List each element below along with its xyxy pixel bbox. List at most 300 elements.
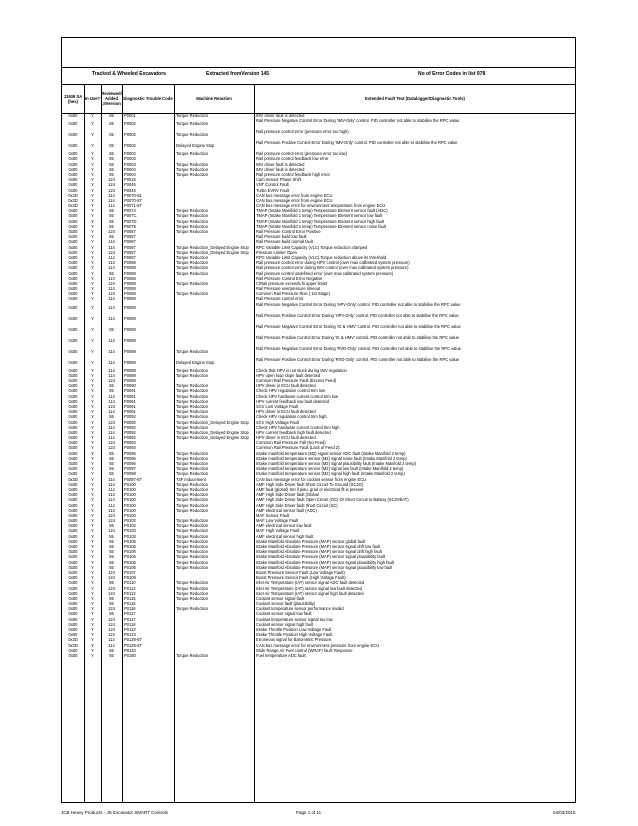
machine-reaction-cell: Torque Reduction bbox=[176, 533, 209, 539]
machine-reaction-cell: Torque Reduction_Delayed Engine Stop bbox=[176, 419, 249, 425]
in-use-cell: Y bbox=[91, 403, 94, 409]
sa-cell: 0x00 bbox=[68, 512, 78, 518]
version-cell: 55 bbox=[109, 471, 114, 477]
sa-cell: 0x00 bbox=[68, 533, 78, 539]
version-cell: 114 bbox=[108, 304, 115, 310]
fault-text-cell: IMV driver fault is detected bbox=[256, 161, 305, 167]
column-header-version: Reviewed/ Added ,IIVersion bbox=[101, 91, 122, 106]
sa-cell: 0x00 bbox=[68, 569, 78, 575]
sa-cell: 0x00 bbox=[68, 388, 78, 394]
fault-text-cell: RPC Variable Limit Capacity (VLC) Torque reduction above its threshold bbox=[256, 254, 387, 260]
sa-cell: 0x00 bbox=[68, 244, 78, 250]
sa-cell: 0x00 bbox=[68, 549, 78, 555]
in-use-cell: Y bbox=[91, 270, 94, 276]
version-cell: 124 bbox=[108, 627, 115, 632]
sa-cell: 0x00 bbox=[68, 378, 78, 383]
dtc-cell: P0002 bbox=[124, 151, 136, 157]
table-title-row bbox=[62, 67, 575, 85]
in-use-cell: Y bbox=[91, 182, 94, 188]
sa-cell: 0x00 bbox=[68, 372, 78, 378]
in-use-cell: Y bbox=[91, 455, 94, 461]
version-cell: 114 bbox=[108, 239, 115, 245]
column-header-machine-reaction: Machine Reaction bbox=[196, 96, 232, 101]
dtc-cell: P0100 bbox=[124, 502, 136, 508]
machine-reaction-cell: Torque Reduction bbox=[176, 383, 209, 389]
version-cell: 114 bbox=[108, 348, 115, 354]
fault-text-cell: Rail Pressure build low fault bbox=[256, 234, 307, 240]
machine-reaction-cell: Torque Reduction bbox=[176, 132, 209, 138]
in-use-cell: Y bbox=[91, 632, 94, 638]
sa-cell: 0x00 bbox=[68, 223, 78, 229]
version-cell: 114 bbox=[108, 275, 115, 281]
dtc-cell: P0113 bbox=[124, 590, 136, 596]
machine-reaction-cell: Torque Reduction bbox=[176, 590, 209, 596]
fault-text-cell: Rail pressure control error (pressure error too low) bbox=[256, 151, 348, 157]
sa-cell: 0x00 bbox=[68, 518, 78, 524]
in-use-cell: Y bbox=[91, 229, 94, 234]
machine-reaction-cell: Torque Reduction bbox=[176, 652, 209, 658]
fault-text-cell: Erroneous signal for Barometric Pressure. bbox=[256, 637, 333, 643]
fault-text-cell: Inlet Air Temperature (IAT) sensor signal high fault detected bbox=[256, 590, 364, 596]
dtc-cell: P007C bbox=[124, 213, 137, 219]
fault-text-cell: TMAP (Intake Manifold 1 temp) Temperature Element sensor noise fault bbox=[256, 223, 386, 229]
dtc-cell: P0122 bbox=[124, 627, 136, 632]
in-use-cell: Y bbox=[91, 492, 94, 498]
dtc-cell: P0100 bbox=[124, 507, 136, 513]
version-cell: 55 bbox=[109, 326, 114, 332]
fault-text-cell: Check HPV regulation control trim high. bbox=[256, 414, 328, 420]
table-row bbox=[62, 324, 575, 335]
sa-cell: 0x00 bbox=[68, 260, 78, 266]
dtc-cell: P0087 bbox=[124, 244, 136, 250]
sa-cell: 0x00 bbox=[68, 647, 78, 653]
machine-reaction-cell: Torque Reduction bbox=[176, 414, 209, 420]
machine-reaction-cell: Torque Reduction bbox=[176, 270, 209, 276]
fault-text-cell: Intake manifold temperature sensor (M2) signal noise fault (Intake Manifold 2 temp) bbox=[256, 455, 407, 461]
sa-cell: 0x00 bbox=[68, 182, 78, 188]
version-cell: 114 bbox=[108, 203, 115, 209]
in-use-cell: Y bbox=[91, 223, 94, 229]
machine-reaction-cell: Torque Reduction bbox=[176, 161, 209, 167]
fault-text-cell: SCV Low Voltage Fault bbox=[256, 403, 299, 409]
version-cell: 114 bbox=[108, 424, 115, 430]
in-use-cell: Y bbox=[91, 554, 94, 560]
in-use-cell: Y bbox=[91, 393, 94, 399]
sa-cell: 0x3D bbox=[68, 197, 78, 203]
in-use-cell: Y bbox=[91, 461, 94, 466]
dtc-cell: P0106 bbox=[124, 549, 136, 555]
machine-reaction-cell: Torque Reduction bbox=[176, 208, 209, 214]
sa-cell: 0x00 bbox=[68, 559, 78, 565]
in-use-cell: Y bbox=[91, 249, 94, 255]
machine-reaction-cell: Torque Reduction bbox=[176, 424, 209, 430]
version-cell: 114 bbox=[108, 197, 115, 203]
sa-cell: 0x00 bbox=[68, 359, 78, 365]
fault-text-cell: Intake manifold temperature sensor (M2) signal plausibility fault (Intake Manifold 2 temp) bbox=[256, 461, 416, 466]
in-use-cell: Y bbox=[91, 275, 94, 281]
version-cell: 124 bbox=[108, 606, 115, 612]
sa-cell: 0x00 bbox=[68, 132, 78, 138]
sa-cell: 0x00 bbox=[68, 606, 78, 612]
version-cell: 124 bbox=[108, 585, 115, 591]
fault-text-cell: CAN bus message error from engine ECU bbox=[256, 192, 333, 198]
in-use-cell: Y bbox=[91, 218, 94, 224]
fault-text-cell: Rail Pressure Negative Control Error During 'IC & HMV' control. PID controller not able to stabilise the RPC value bbox=[256, 323, 461, 329]
in-use-cell: Y bbox=[91, 564, 94, 570]
version-cell: 55 bbox=[109, 580, 114, 586]
version-cell: 114 bbox=[108, 642, 115, 648]
in-use-cell: Y bbox=[91, 523, 94, 529]
dtc-cell: P0093 bbox=[124, 440, 136, 446]
machine-reaction-cell: Torque Reduction bbox=[176, 528, 209, 534]
version-cell: 114 bbox=[108, 337, 115, 343]
dtc-cell: P0002 bbox=[124, 121, 136, 127]
version-cell: 55 bbox=[109, 549, 114, 555]
version-cell: 55 bbox=[109, 383, 114, 389]
dtc-cell: P0106 bbox=[124, 564, 136, 570]
machine-reaction-cell: Torque Reduction bbox=[176, 580, 209, 586]
version-cell: 114 bbox=[108, 486, 115, 492]
version-cell: 124 bbox=[108, 378, 115, 383]
fault-text-cell: AMF High Side Driver fault Short Circuit (SC) bbox=[256, 502, 338, 508]
sa-cell: 0x00 bbox=[68, 575, 78, 581]
sa-cell: 0x00 bbox=[68, 486, 78, 492]
in-use-cell: Y bbox=[91, 291, 94, 297]
in-use-cell: Y bbox=[91, 388, 94, 394]
dtc-cell: P0087 bbox=[124, 249, 136, 255]
in-use-cell: Y bbox=[91, 286, 94, 292]
in-use-cell: Y bbox=[91, 348, 94, 354]
column-header-in-use: In Use? bbox=[84, 96, 101, 101]
dtc-cell: P0112 bbox=[124, 585, 136, 591]
sa-cell: 0x00 bbox=[68, 326, 78, 332]
machine-reaction-cell: Torque Reduction bbox=[176, 260, 209, 266]
in-use-cell: Y bbox=[91, 296, 94, 302]
version-cell: 55 bbox=[109, 414, 114, 420]
version-cell: 55 bbox=[109, 132, 114, 138]
fault-text-cell: Intake manifold temperature sensor (M2) signal low fault (Intake Manifold 2 temp) bbox=[256, 466, 404, 472]
fault-text-cell: Rail pressure control feedback high error bbox=[256, 171, 330, 177]
dtc-cell: P0107 bbox=[124, 569, 136, 575]
version-cell: 55 bbox=[109, 554, 114, 560]
fault-text-cell: Common Rail Pressure Fault (Excess Feed) bbox=[256, 378, 337, 383]
dtc-cell: P0089 bbox=[124, 337, 136, 343]
version-cell: 55 bbox=[109, 234, 114, 240]
dtc-cell: P0088 bbox=[124, 286, 136, 292]
version-cell: 114 bbox=[108, 398, 115, 404]
table-row bbox=[62, 302, 575, 313]
version-cell: 124 bbox=[108, 528, 115, 534]
machine-reaction-cell: Torque Reduction bbox=[176, 367, 209, 373]
dtc-cell: P0105 bbox=[124, 538, 136, 544]
in-use-cell: Y bbox=[91, 234, 94, 240]
in-use-cell: Y bbox=[91, 378, 94, 383]
machine-reaction-cell: Torque Reduction_Delayed Engine Stop bbox=[176, 249, 249, 255]
machine-reaction-cell: Torque Reduction bbox=[176, 523, 209, 529]
sa-cell: 0x00 bbox=[68, 270, 78, 276]
dtc-cell: P0098 bbox=[124, 471, 136, 477]
sa-cell: 0x00 bbox=[68, 523, 78, 529]
machine-reaction-cell: Torque Reduction bbox=[176, 466, 209, 472]
column-header-row bbox=[62, 84, 575, 114]
fault-text-cell: Check HPV hardware current control trim low bbox=[256, 393, 338, 399]
dtc-cell: P0103 bbox=[124, 528, 136, 534]
dtc-cell: P0095 bbox=[124, 450, 136, 456]
sa-cell: 0x00 bbox=[68, 528, 78, 534]
dtc-cell: P0091 bbox=[124, 398, 136, 404]
in-use-cell: Y bbox=[91, 244, 94, 250]
fault-text-cell: Intake Manifold Absolute Pressure (MAP) sensor signal drift high fault bbox=[256, 549, 382, 555]
version-cell: 114 bbox=[108, 502, 115, 508]
fault-text-cell: Rail Pressure build normal fault bbox=[256, 239, 313, 245]
fault-text-cell: Rail pressure control error during HPV control (over max calibrated system pressure) bbox=[256, 260, 410, 266]
fault-text-cell: Turbo EVRV Fault bbox=[256, 187, 289, 193]
sa-cell: 0x00 bbox=[68, 440, 78, 446]
in-use-cell: Y bbox=[91, 260, 94, 266]
version-cell: 124 bbox=[108, 403, 115, 409]
dtc-cell: P007A bbox=[124, 208, 137, 214]
sa-cell: 0x00 bbox=[68, 414, 78, 420]
fault-text-cell: Rail Pressure Negative Control Error During 'HPV-Only' control. PID controller not able to stabilise the RPC value bbox=[256, 301, 461, 307]
fault-text-cell: Rail pressure control error during IMV control (over max calibrated system pressure) bbox=[256, 265, 409, 271]
in-use-cell: Y bbox=[91, 580, 94, 586]
sa-cell: 0x00 bbox=[68, 213, 78, 219]
machine-reaction-cell: Torque Reduction bbox=[176, 461, 209, 466]
machine-reaction-cell: Torque Reduction bbox=[176, 455, 209, 461]
fault-text-cell: Rail pressure control error (pressure error too high). bbox=[256, 129, 350, 135]
machine-reaction-cell: Torque Reduction bbox=[176, 450, 209, 456]
version-cell: 55 bbox=[109, 161, 114, 167]
fault-text-cell: Rail Pressure Control Error Positive bbox=[256, 229, 321, 234]
in-use-cell: Y bbox=[91, 367, 94, 373]
version-cell: 114 bbox=[108, 637, 115, 643]
in-use-cell: Y bbox=[91, 595, 94, 601]
version-cell: 55 bbox=[109, 647, 114, 653]
machine-reaction-cell: Torque Reduction bbox=[176, 595, 209, 601]
version-cell: 55 bbox=[109, 223, 114, 229]
fault-text-cell: Inlet Air Temperature (IAT) sensor signal low fault detected bbox=[256, 585, 362, 591]
version-cell: 55 bbox=[109, 595, 114, 601]
machine-reaction-cell: Torque Reduction bbox=[176, 218, 209, 224]
machine-reaction-cell: Torque Reduction bbox=[176, 348, 209, 354]
version-cell: 55 bbox=[109, 121, 114, 127]
fault-text-cell: HPV driver in ECU fault detected bbox=[256, 409, 316, 415]
fault-text-cell: Coolant temperature sensor signal too low bbox=[256, 616, 333, 622]
version-cell: 124 bbox=[108, 518, 115, 524]
version-cell: 55 bbox=[109, 166, 114, 172]
sa-cell: 0x00 bbox=[68, 627, 78, 632]
version-cell: 114 bbox=[108, 492, 115, 498]
fault-text-cell: Intake Manifold Absolute Pressure (MAP) sensor global fault bbox=[256, 538, 366, 544]
table-row bbox=[62, 129, 575, 140]
version-cell: 55 bbox=[109, 466, 114, 472]
dtc-cell: P0003 bbox=[124, 156, 136, 162]
sa-cell: 0x00 bbox=[68, 403, 78, 409]
sa-cell: 0x00 bbox=[68, 304, 78, 310]
version-cell: 114 bbox=[108, 476, 115, 482]
machine-reaction-cell: Torque Reduction bbox=[176, 559, 209, 565]
sa-cell: 0x00 bbox=[68, 466, 78, 472]
fault-text-cell: Common Rail Pressure Fall (No Feed) bbox=[256, 440, 326, 446]
fault-text-cell: MAF Low Voltage Fault bbox=[256, 518, 299, 524]
dtc-cell: P0100 bbox=[124, 497, 136, 503]
in-use-cell: Y bbox=[91, 203, 94, 209]
column-header-sa: J1939 SA (hex) bbox=[63, 93, 83, 104]
in-use-cell: Y bbox=[91, 549, 94, 555]
sa-cell: 0x00 bbox=[68, 544, 78, 549]
fault-text-cell: RPC Variable Limit Capacity (VLC) Torque reduction clamped bbox=[256, 244, 368, 250]
fault-text-cell: IMV driver fault is detected bbox=[256, 113, 305, 118]
dtc-cell: P0088 bbox=[124, 270, 136, 276]
in-use-cell: Y bbox=[91, 409, 94, 415]
fault-text-cell: Rail pressure control feedback low error bbox=[256, 156, 329, 162]
fault-text-cell: CAN bus message error for coolant sensor from engine ECU bbox=[256, 476, 367, 482]
in-use-cell: Y bbox=[91, 435, 94, 441]
sa-cell: 0x00 bbox=[68, 601, 78, 607]
in-use-cell: Y bbox=[91, 611, 94, 617]
sa-cell: 0x00 bbox=[68, 249, 78, 255]
fault-text-cell: TMAP (Intake Manifold 1 temp) Temperature Element sensor low fault bbox=[256, 213, 383, 219]
sa-cell: 0x00 bbox=[68, 113, 78, 118]
machine-reaction-cell: Torque Reduction_Delayed Engine Stop bbox=[176, 429, 249, 435]
version-cell: 55 bbox=[109, 455, 114, 461]
machine-reaction-cell: Torque Reduction bbox=[176, 223, 209, 229]
sa-cell: 0x3D bbox=[68, 192, 78, 198]
in-use-cell: Y bbox=[91, 450, 94, 456]
dtc-cell: P0001 bbox=[124, 113, 136, 118]
fault-text-cell: Coolant sensor signal fault bbox=[256, 595, 305, 601]
dtc-cell: P0091 bbox=[124, 403, 136, 409]
machine-reaction-cell: Torque Reduction bbox=[176, 409, 209, 415]
version-cell: 114 bbox=[108, 435, 115, 441]
in-use-cell: Y bbox=[91, 507, 94, 513]
sa-cell: 0x00 bbox=[68, 398, 78, 404]
table-row bbox=[62, 140, 575, 151]
machine-reaction-cell: Torque Reduction bbox=[176, 280, 209, 286]
in-use-cell: Y bbox=[91, 481, 94, 487]
in-use-cell: Y bbox=[91, 213, 94, 219]
machine-reaction-cell: Torque Reduction bbox=[176, 549, 209, 555]
fault-text-cell: Intake Throttle Position High Voltage Fault bbox=[256, 632, 333, 638]
sa-cell: 0x00 bbox=[68, 611, 78, 617]
sa-cell: 0x00 bbox=[68, 580, 78, 586]
version-cell: 124 bbox=[108, 569, 115, 575]
dtc-cell: P0129-87 bbox=[124, 642, 142, 648]
sa-cell: 0x00 bbox=[68, 315, 78, 321]
machine-reaction-cell: Torque Reduction bbox=[176, 518, 209, 524]
version-cell: 55 bbox=[109, 213, 114, 219]
dtc-cell: P007E bbox=[124, 223, 137, 229]
sa-cell: 0x00 bbox=[68, 121, 78, 127]
in-use-cell: Y bbox=[91, 559, 94, 565]
version-cell: 55 bbox=[109, 538, 114, 544]
machine-reaction-cell: Torque Reduction bbox=[176, 372, 209, 378]
dtc-cell: P0102 bbox=[124, 523, 136, 529]
fault-text-cell: HPV open loop slope fault detected bbox=[256, 372, 321, 378]
dtc-cell: P0092 bbox=[124, 424, 136, 430]
in-use-cell: Y bbox=[91, 544, 94, 549]
dtc-cell: P0087 bbox=[124, 234, 136, 240]
version-cell: 55 bbox=[109, 156, 114, 162]
sa-cell: 0x00 bbox=[68, 590, 78, 596]
in-use-cell: Y bbox=[91, 533, 94, 539]
fault-text-cell: AMF electrical sensor high fault bbox=[256, 533, 314, 539]
machine-reaction-cell: Torque Reduction bbox=[176, 538, 209, 544]
in-use-cell: Y bbox=[91, 197, 94, 203]
fault-text-cell: HPV driver in ECU fault detected bbox=[256, 383, 316, 389]
fault-text-cell: Boost Pressure Sensor Fault (High Voltage Fault) bbox=[256, 575, 346, 581]
sa-cell: 0x3D bbox=[68, 203, 78, 209]
fault-text-cell: Intake manifold temperature (M2) signal sensor ADC fault (Intake Manifold 2 temp) bbox=[256, 450, 406, 456]
machine-reaction-cell: Torque Reduction bbox=[176, 265, 209, 271]
version-cell: 124 bbox=[108, 445, 115, 451]
dtc-cell: P0117 bbox=[124, 611, 136, 617]
dtc-cell: P0004 bbox=[124, 166, 136, 172]
dtc-cell: P0087 bbox=[124, 229, 136, 234]
table-row bbox=[62, 357, 575, 368]
sa-cell: 0x00 bbox=[68, 151, 78, 157]
dtc-cell: P0092 bbox=[124, 419, 136, 425]
fault-text-cell: CAN bus message error for environment temperature from engine ECU bbox=[256, 203, 386, 209]
version-cell: 114 bbox=[108, 507, 115, 513]
sa-cell: 0x00 bbox=[68, 367, 78, 373]
version-cell: 55 bbox=[109, 611, 114, 617]
in-use-cell: Y bbox=[91, 398, 94, 404]
version-cell: 55 bbox=[109, 652, 114, 658]
machine-reaction-cell: Torque Reduction bbox=[176, 213, 209, 219]
fault-code-table bbox=[61, 37, 576, 803]
dtc-cell: P0116 bbox=[124, 601, 136, 607]
version-cell: 114 bbox=[108, 265, 115, 271]
fault-text-cell: AMF High Side Driver fault Short Circuit To Ground (SC2G) bbox=[256, 481, 364, 487]
machine-reaction-cell: Delayed Engine Stop bbox=[176, 143, 215, 149]
machine-reaction-cell: Torque Reduction bbox=[176, 291, 209, 297]
version-cell: 55 bbox=[109, 143, 114, 149]
sa-cell: 0x00 bbox=[68, 435, 78, 441]
machine-reaction-cell: Torque Reduction bbox=[176, 554, 209, 560]
sa-cell: 0x00 bbox=[68, 156, 78, 162]
dtc-cell: P0089 bbox=[124, 372, 136, 378]
machine-reaction-cell: Torque Reduction bbox=[176, 507, 209, 513]
in-use-cell: Y bbox=[91, 424, 94, 430]
dtc-cell: P0088 bbox=[124, 265, 136, 271]
sa-cell: 0x3D bbox=[68, 637, 78, 643]
fault-text-cell: Wide Range Air Fuel control (WRAF) fault: Response bbox=[256, 647, 353, 653]
fault-text-cell: Intake Manifold Absolute Pressure (MAP) sensor signal plausibility fault bbox=[256, 554, 386, 560]
fault-text-cell: Coolant temperature sensor performance invalid bbox=[256, 606, 344, 612]
dtc-cell: P0096 bbox=[124, 455, 136, 461]
dtc-cell: P0089 bbox=[124, 304, 136, 310]
version-cell: 55 bbox=[109, 559, 114, 565]
table-top-band bbox=[62, 38, 575, 68]
fault-text-cell: Intake Throttle Position Low Voltage Fault bbox=[256, 627, 332, 632]
in-use-cell: Y bbox=[91, 143, 94, 149]
in-use-cell: Y bbox=[91, 440, 94, 446]
in-use-cell: Y bbox=[91, 372, 94, 378]
sa-cell: 0x3D bbox=[68, 642, 78, 648]
fault-text-cell: Rail Pressure overpressure timeout bbox=[256, 286, 321, 292]
sa-cell: 0x00 bbox=[68, 585, 78, 591]
footer-date: 04/03/2015 bbox=[553, 810, 576, 815]
version-cell: 114 bbox=[108, 192, 115, 198]
machine-reaction-cell: Torque Reduction bbox=[176, 564, 209, 570]
error-count-label: No of Error Codes in list 978 bbox=[418, 71, 486, 77]
dtc-cell: P0103 bbox=[124, 533, 136, 539]
dtc-cell: P0045 bbox=[124, 182, 136, 188]
fault-text-cell: Intake manifold temperature sensor (M2) signal high fault (Intake Manifold 2 temp) bbox=[256, 471, 405, 477]
version-cell: 114 bbox=[108, 409, 115, 415]
fault-text-cell: IMV driver fault is detected bbox=[256, 166, 305, 172]
